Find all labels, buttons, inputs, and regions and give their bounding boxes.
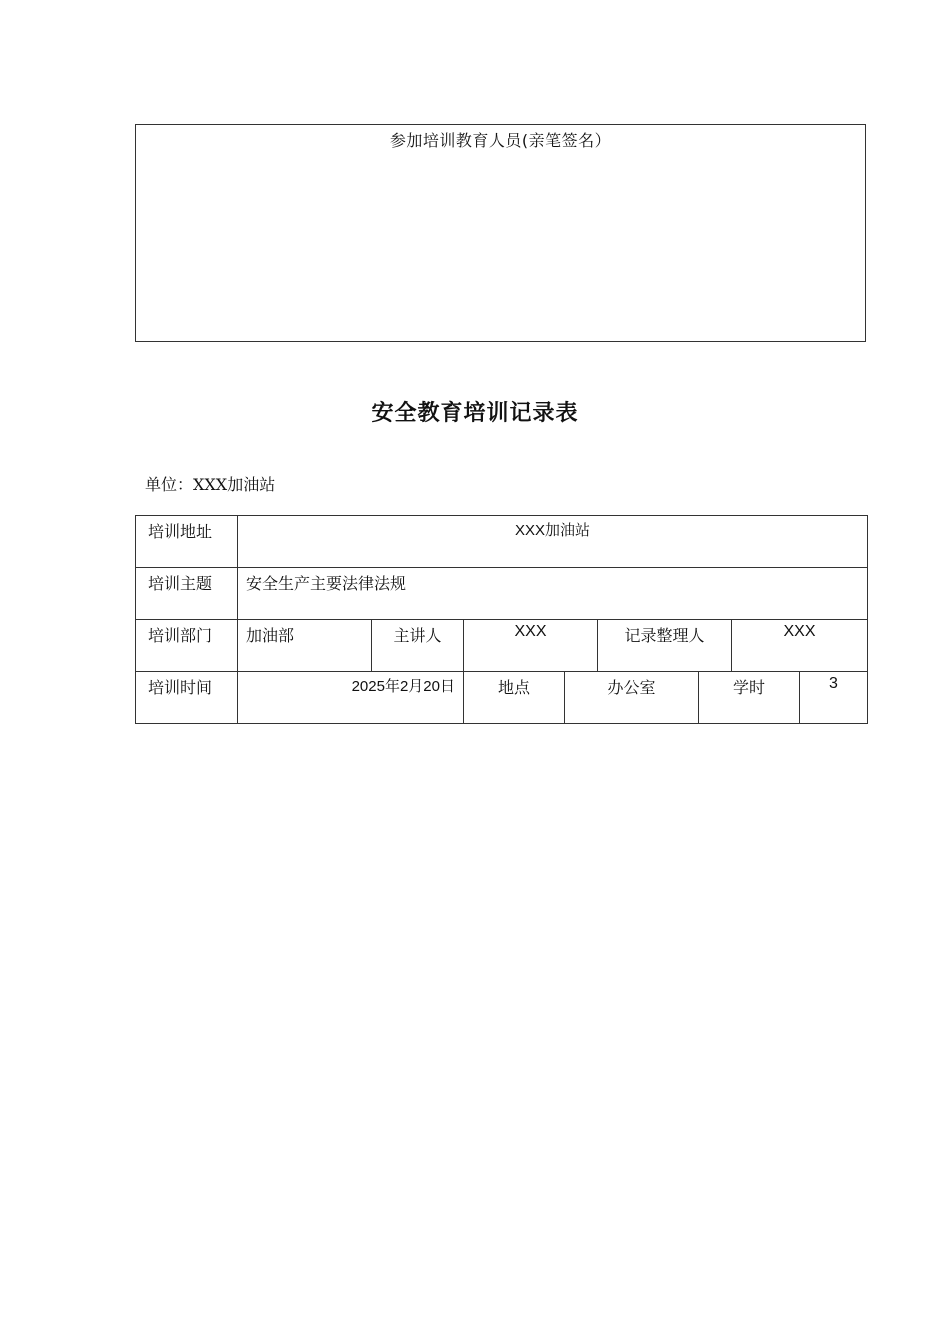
recorder-value: XXX [732,620,868,672]
hours-value: 3 [800,672,868,724]
signature-box [135,124,866,342]
time-value: 2025年2月20日 [238,672,464,724]
unit-line [145,472,275,495]
table-row-department [136,620,868,672]
department-value: 加油部 [238,620,372,672]
speaker-label: 主讲人 [372,620,464,672]
table-row-topic [136,568,868,620]
table-row-location [136,516,868,568]
table-row-time [136,672,868,724]
location-value: XXX加油站 [238,516,868,568]
document-title: 安全教育培训记录表 [371,401,579,426]
recorder-label: 记录整理人 [598,620,732,672]
place-label: 地点 [464,672,565,724]
signature-box-title: 参加培训教育人员(亲笔签名） [389,131,612,150]
topic-label: 培训主题 [136,568,238,620]
unit-label: 单位： [145,475,194,494]
unit-value: XXX加油站 [193,475,276,494]
department-label: 培训部门 [136,620,238,672]
hours-label: 学时 [699,672,800,724]
location-label: 培训地址 [136,516,238,568]
place-value: 办公室 [565,672,699,724]
topic-value: 安全生产主要法律法规 [238,568,868,620]
training-record-table [135,515,868,724]
speaker-value: XXX [464,620,598,672]
time-label: 培训时间 [136,672,238,724]
